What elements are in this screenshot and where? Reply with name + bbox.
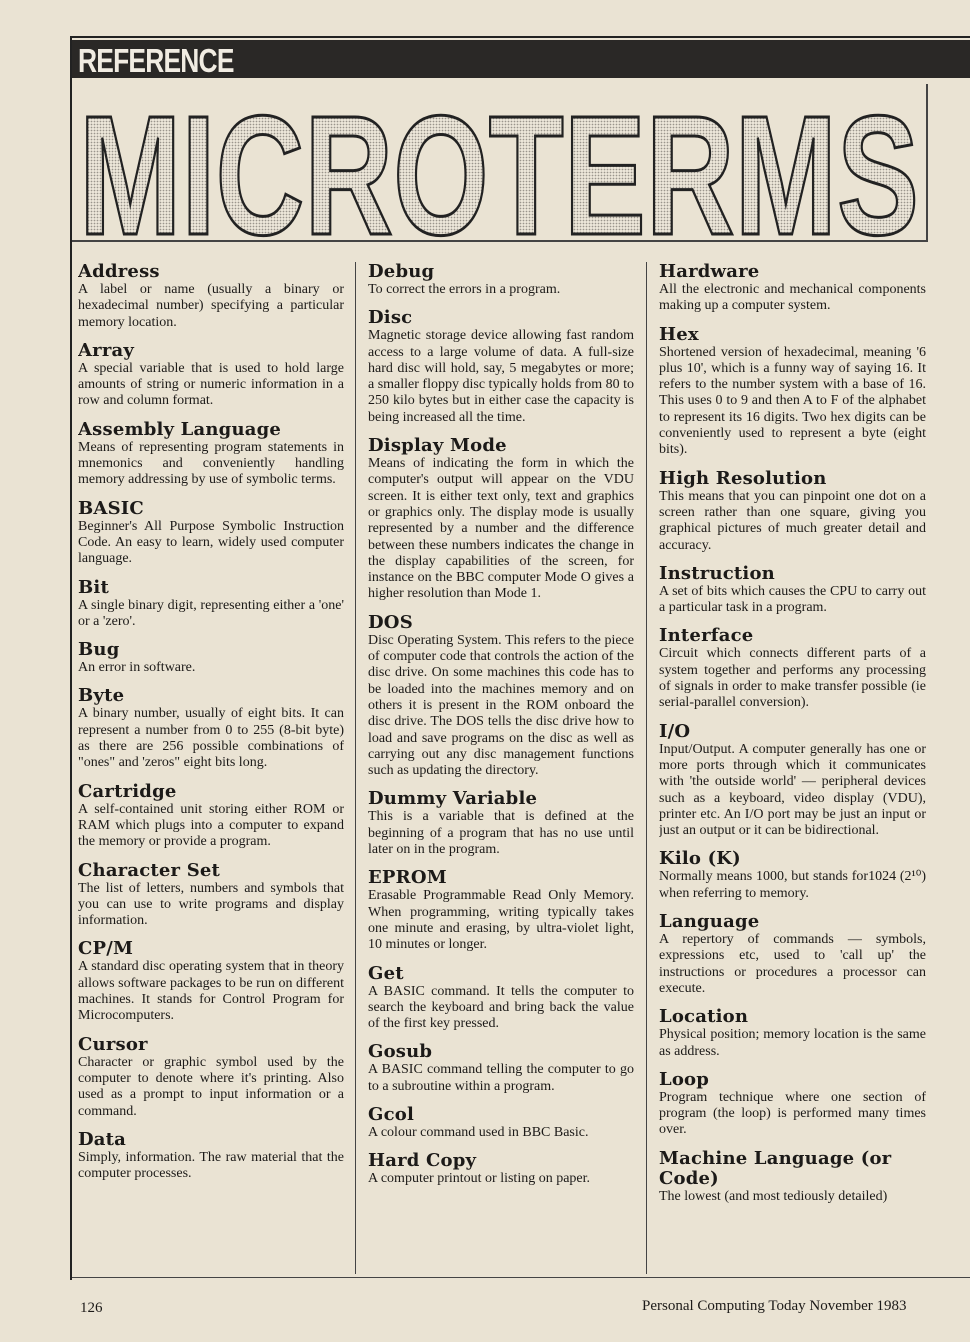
term-name: Display Mode: [368, 435, 507, 457]
term-name: Machine Language (or Code): [659, 1147, 892, 1189]
glossary-entry: [659, 1070, 926, 1139]
glossary-entry: [659, 849, 926, 902]
glossary-entry: [78, 262, 344, 331]
term-name: EPROM: [368, 867, 447, 889]
term-name: BASIC: [78, 497, 144, 519]
section-banner: [72, 40, 970, 78]
page-number: 126: [80, 1300, 103, 1316]
term-name: DOS: [368, 611, 413, 633]
page-title: MICROTERMS: [79, 84, 919, 240]
term-name: Get: [368, 962, 404, 984]
term-definition: Simply, information. The raw material that the computer processes.: [78, 1149, 344, 1182]
glossary-entry: [78, 939, 344, 1024]
term-definition: Shortened version of hexadecimal, meaning '6 plus 10', which is a funny way of saying 16. It refers to the number system with a base of 16. This uses 0 to 9 and then A to F of the alphabet to represent its 16 digits. Two hex digits can be conveniently used to represent a byte (eight bits).: [659, 344, 926, 458]
glossary-entry: [659, 1149, 926, 1205]
term-definition: This is a variable that is defined at the beginning of a program that has no use until later on in the program.: [368, 809, 634, 858]
term-name: Interface: [659, 625, 754, 647]
term-definition: A self-contained unit storing either ROM or RAM which plugs into a computer to expand the memory or provide a program.: [78, 801, 344, 850]
glossary-entry: [659, 722, 926, 840]
glossary-entry: [659, 469, 926, 554]
glossary-entry: [78, 1130, 344, 1183]
term-name: Data: [78, 1128, 127, 1150]
term-definition: Disc Operating System. This refers to the piece of computer code that controls the action of the disc drive. On some machines this code has to be loaded into the machines memory and on others it is present in the ROM onboard the disc drive. The DOS tells the disc drive how to load and save programs on the disc as well as carrying out any disc management functions such as updating the directory.: [368, 632, 634, 779]
glossary-entry: [659, 262, 926, 315]
glossary-entry: [368, 868, 634, 953]
term-name: Cursor: [78, 1033, 148, 1055]
term-definition: Program technique where one section of program (the loop) is performed many times over.: [659, 1089, 926, 1138]
glossary-entry: [78, 499, 344, 568]
glossary-column-1: [78, 262, 344, 1274]
glossary-entry: [368, 436, 634, 603]
term-name: Loop: [659, 1068, 710, 1090]
term-definition: Means of representing program statements in mnemonics and conveniently handling memory addressing by use of symbolic terms.: [78, 439, 344, 488]
term-definition: Input/Output. A computer generally has one or more ports through which it communicates with 'the outside world' — peripheral devices such as a keyboard, video display (VDU), printer etc. An I/O port may be just an input or just an output or it can be bidirectional.: [659, 741, 926, 839]
glossary-entry: [368, 613, 634, 780]
term-definition: A set of bits which causes the CPU to carry out a particular task in a program.: [659, 583, 926, 616]
term-name: Location: [659, 1006, 749, 1028]
term-definition: A label or name (usually a binary or hexadecimal number) specifying a particular memory location.: [78, 282, 344, 330]
glossary-entry: [78, 578, 344, 631]
term-definition: All the electronic and mechanical components making up a computer system.: [659, 282, 926, 314]
term-definition: The lowest (and most tediously detailed): [659, 1188, 888, 1204]
term-name: Gcol: [368, 1103, 414, 1125]
term-name: Kilo (K): [659, 848, 741, 870]
publication-line: Personal Computing Today November 1983: [642, 1298, 907, 1314]
term-definition: Means of indicating the form in which the computer's output will appear on the VDU screen. It is either text only, text and graphics or graphics only. The display mode is usually represented by a number and the difference between these numbers indicates the change in the display capabilities of the screen, for instance on the BBC computer Mode O gives a higher resolution than Mode 1.: [368, 456, 634, 602]
term-definition: An error in software.: [78, 660, 196, 676]
glossary-entry: [368, 1042, 634, 1095]
term-definition: The list of letters, numbers and symbols that you can use to write programs and display information.: [78, 880, 344, 929]
term-name: Array: [78, 339, 135, 361]
glossary-entry: [659, 1007, 926, 1060]
glossary-column-3: [659, 262, 926, 1274]
term-definition: This means that you can pinpoint one dot on a screen rather than one square, giving you graphical pictures of much greater detail and accuracy.: [659, 488, 926, 553]
term-definition: Circuit which connects different parts of a system together and performs any processing of signals in order to make transfer possible (ie serial-parallel conversion).: [659, 646, 926, 711]
footer-rule: [72, 1277, 970, 1278]
term-definition: A standard disc operating system that in theory allows software packages to be run on different machines. It stands for Control Program for Microcomputers.: [78, 959, 344, 1024]
term-name: Hex: [659, 323, 699, 345]
term-definition: A BASIC command. It tells the computer to search the keyboard and bring back the value of the first key pressed.: [368, 983, 634, 1032]
glossary-entry: [78, 861, 344, 930]
glossary-entry: [368, 308, 634, 426]
glossary-entry: [78, 782, 344, 851]
glossary-entry: [368, 1105, 634, 1141]
term-name: Dummy Variable: [368, 788, 538, 810]
glossary-entry: [78, 341, 344, 410]
term-definition: To correct the errors in a program.: [368, 282, 561, 297]
term-definition: A BASIC command telling the computer to go to a subroutine within a program.: [368, 1062, 634, 1094]
term-name: Byte: [78, 685, 125, 707]
term-definition: A computer printout or listing on paper.: [368, 1171, 591, 1187]
glossary-entry: [368, 789, 634, 858]
glossary-column-2: [368, 262, 634, 1274]
term-name: Disc: [368, 307, 413, 329]
glossary-entry: [659, 626, 926, 711]
term-name: Language: [659, 911, 760, 933]
column-rule: [646, 262, 647, 1274]
term-name: I/O: [659, 720, 691, 742]
term-name: Character Set: [78, 859, 221, 881]
term-name: Bit: [78, 576, 109, 598]
term-definition: Magnetic storage device allowing fast random access to a large volume of data. A full-size hard disc will hold, say, 5 megabytes or more; a smaller floppy disc typically holds from 80 to 250 kilo bytes but in either case the capacity is being increased all the time.: [368, 328, 634, 425]
term-name: Hard Copy: [368, 1150, 477, 1172]
glossary-entry: [368, 964, 634, 1033]
term-name: Instruction: [659, 562, 775, 584]
term-definition: Character or graphic symbol used by the computer to denote where it's printing. Also used as a prompt to input information or a command.: [78, 1054, 344, 1119]
term-definition: A special variable that is used to hold large amounts of string or numeric information in a row and column format.: [78, 360, 344, 409]
term-name: Cartridge: [78, 780, 177, 802]
term-definition: Erasable Programmable Read Only Memory. When programming, writing typically takes one minute and erasing, by ultra-violet light, 10 minutes or longer.: [368, 888, 634, 953]
glossary-entry: [78, 420, 344, 489]
term-name: Address: [78, 262, 160, 282]
term-definition: A binary number, usually of eight bits. It can represent a number from 0 to 255 (8-bit byte) as there are 256 possible combinations of "ones" and 'zeros" eight bits long.: [78, 706, 344, 771]
glossary-entry: [78, 686, 344, 771]
term-name: Hardware: [659, 262, 760, 282]
term-name: Gosub: [368, 1041, 433, 1063]
term-definition: A repertory of commands — symbols, expressions etc, used to 'call up' the instructions or procedures a processor can execute.: [659, 932, 926, 996]
term-definition: A colour command used in BBC Basic.: [368, 1124, 589, 1140]
term-definition: Normally means 1000, but stands for1024 (2¹⁰) when referring to memory.: [659, 869, 926, 901]
term-definition: A single binary digit, representing either a 'one' or a 'zero'.: [78, 597, 344, 629]
column-rule: [355, 262, 356, 1274]
term-definition: Beginner's All Purpose Symbolic Instruction Code. An easy to learn, widely used computer language.: [78, 518, 344, 567]
glossary-entry: [78, 640, 344, 676]
glossary-entry: [78, 1035, 344, 1120]
glossary-entry: [659, 564, 926, 617]
glossary-entry: [368, 1151, 634, 1187]
term-definition: Physical position; memory location is the same as address.: [659, 1027, 926, 1059]
glossary-entry: [368, 262, 634, 298]
term-name: Bug: [78, 639, 120, 661]
title-graphic: [72, 84, 926, 240]
term-name: High Resolution: [659, 467, 827, 489]
term-name: Debug: [368, 262, 435, 282]
section-label: REFERENCE: [78, 42, 234, 79]
glossary-entry: [659, 325, 926, 459]
term-name: Assembly Language: [78, 418, 282, 440]
term-name: CP/M: [78, 938, 134, 960]
title-box: [72, 84, 928, 242]
glossary-entry: [659, 912, 926, 997]
